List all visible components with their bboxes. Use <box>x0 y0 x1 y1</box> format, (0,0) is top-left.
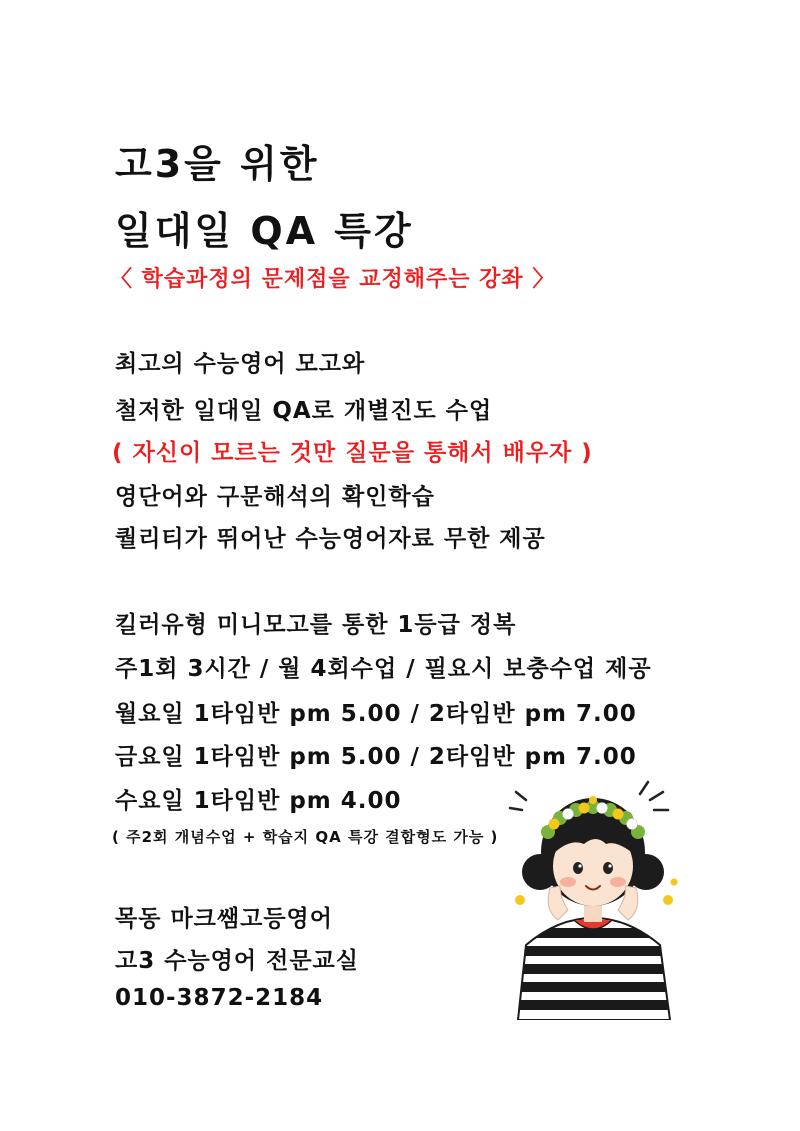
title-line-2: 일대일 QA 특강 <box>115 209 414 253</box>
contact-academy: 목동 마크쌤고등영어 <box>115 906 333 932</box>
schedule-wednesday: 수요일 1타임반 pm 4.00 <box>115 788 402 814</box>
contact-phone: 010-3872-2184 <box>115 985 324 1011</box>
schedule-line-2: 주1회 3시간 / 월 4회수업 / 필요시 보충수업 제공 <box>115 656 652 682</box>
schedule-note: ( 주2회 개념수업 + 학습지 QA 특강 결합형도 가능 ) <box>112 828 499 846</box>
feature-line-3: 영단어와 구문해석의 확인학습 <box>115 484 435 510</box>
contact-classroom: 고3 수능영어 전문교실 <box>115 948 359 974</box>
title-line-1: 고3을 위한 <box>115 142 320 186</box>
subtitle: 〈 학습과정의 문제점을 교정해주는 강좌 〉 <box>110 267 556 292</box>
schedule-monday: 월요일 1타임반 pm 5.00 / 2타임반 pm 7.00 <box>115 701 637 727</box>
feature-line-4: 퀄리티가 뛰어난 수능영어자료 무한 제공 <box>115 526 546 552</box>
feature-line-2: 철저한 일대일 QA로 개별진도 수업 <box>115 398 493 424</box>
feature-highlight: ( 자신이 모르는 것만 질문을 통해서 배우자 ) <box>112 440 593 466</box>
schedule-friday: 금요일 1타임반 pm 5.00 / 2타임반 pm 7.00 <box>115 744 637 770</box>
girl-illustration <box>498 770 688 1020</box>
schedule-line-1: 킬러유형 미니모고를 통한 1등급 정복 <box>115 612 517 638</box>
feature-line-1: 최고의 수능영어 모고와 <box>115 351 366 377</box>
